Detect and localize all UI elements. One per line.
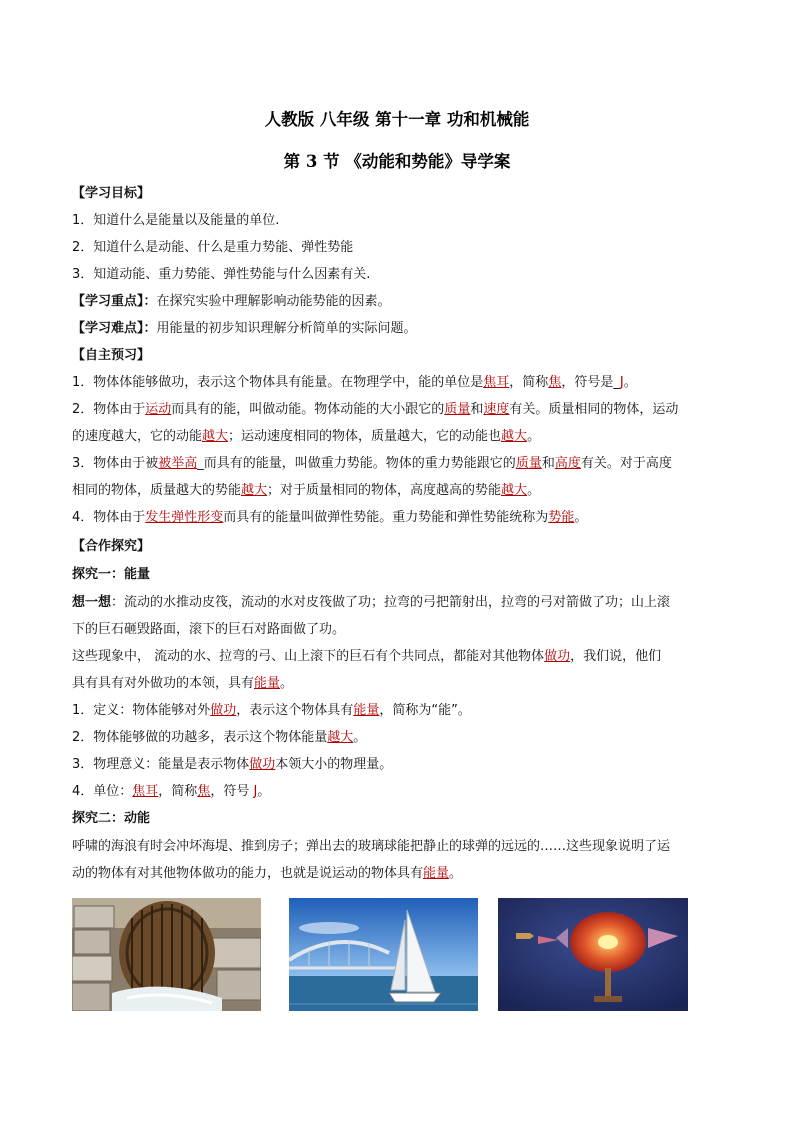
answer-blank: 焦 [548,375,562,390]
answer-blank: 质量 [515,456,542,471]
answer-blank: 做功 [210,703,237,718]
answer-blank: 越大 [501,483,528,498]
text-segment: 和 [470,402,484,417]
answer-blank: 势能 [548,510,575,525]
answer-blank: 越大 [202,429,229,444]
text-segment: 本领大小的物理量。 [275,757,393,772]
text-segment: 。 [449,866,463,881]
text-segment: 1．定义：物体能够对外 [72,703,211,718]
explore-heading: 【合作探究】 [72,539,151,554]
text-segment: 和 [541,456,555,471]
common-line-1 [72,648,732,666]
text-segment: 4．物体由于 [72,510,146,525]
text-segment: ，简称 [158,784,198,799]
text-segment: 相同的物体，质量越大的势能 [72,483,242,498]
text-segment: 3．物理意义：能量是表示物体 [72,757,250,772]
preview-item-2-line-1 [72,401,732,419]
text-segment: 4．单位： [72,784,133,799]
page-subtitle: 第 3 节 《动能和势能》导学案 [283,152,511,171]
bullet-apple-photo [498,898,688,1011]
preview-item-1 [72,374,732,392]
sailboat-bridge-photo [289,898,478,1011]
answer-blank: J [253,784,258,799]
meaning-line [72,756,732,774]
difficulties-text: 用能量的初步知识理解分析简单的实际问题。 [156,321,417,336]
answer-blank: 做功 [249,757,276,772]
text-segment: 1．物体体能够做功，表示这个物体具有能量。在物理学中，能的单位是 [72,375,484,390]
difficulties [72,320,732,338]
text-segment: 这些现象中， 流动的水、拉弯的弓、山上滚下的巨石有个共同点，都能对其他物体 [72,649,545,664]
text-segment: ，符号是_ [561,375,620,390]
key-points-label: 【学习重点】： [72,294,157,309]
text-segment: 2．物体由于 [72,402,146,417]
definition-line [72,702,732,720]
text-segment: ，简称 [509,375,549,390]
text-segment: 具有具有对外做功的本领，具有 [72,676,255,691]
difficulties-label: 【学习难点】： [72,321,157,336]
text-segment: ，符号 [210,784,254,799]
part1-title: 探究一：能量 [72,567,151,582]
text-segment: 3．物体由于被 [72,456,159,471]
objective-item-2: 2．知道什么是动能、什么是重力势能、弹性势能 [72,240,354,255]
text-segment: ；对于质量相同的物体，高度越高的势能 [267,483,502,498]
answer-blank: 焦 [197,784,211,799]
text-segment: ，表示这个物体具有 [236,703,354,718]
page-title: 人教版 八年级 第十一章 功和机械能 [264,110,530,129]
think-line-2: 下的巨石砸毁路面，滚下的巨石对路面做了功。 [72,622,346,637]
text-segment: 有关。对于高度 [580,456,672,471]
think-line-1 [72,594,732,612]
think-label: 想一想 [72,595,112,610]
text-segment: 。 [574,510,588,525]
text-segment: 而具有的能，叫做动能。物体动能的大小跟它的 [171,402,445,417]
text-segment: 动的物体有对其他物体做功的能力，也就是说运动的物体具有 [72,866,424,881]
objective-item-3: 3．知道动能、重力势能、弹性势能与什么因素有关. [72,267,371,282]
answer-blank: 速度 [483,402,510,417]
text-segment: ：流动的水推动皮筏，流动的水对皮筏做了功；拉弯的弓把箭射出，拉弯的弓对箭做了功；山上滚 [111,595,671,610]
text-segment: 2．物体能够做的功越多，表示这个物体能量 [72,730,328,745]
text-segment: ，我们说，他们 [570,649,662,664]
text-segment: 。 [527,483,541,498]
more-work-line [72,729,732,747]
answer-blank: J [619,375,624,390]
preview-item-4 [72,509,732,527]
text-segment: 的速度越大，它的动能 [72,429,203,444]
water-wheel-photo [72,898,261,1011]
text-segment: 。 [527,429,541,444]
answer-blank: 发生弹性形变 [145,510,224,525]
answer-blank: 焦耳 [132,784,159,799]
text-segment: _而具有的能量，叫做重力势能。物体的重力势能跟它的 [197,456,516,471]
answer-blank: 越大 [327,730,354,745]
answer-blank: 越大 [241,483,268,498]
answer-blank: 质量 [444,402,471,417]
preview-item-3-line-1 [72,455,732,473]
text-segment: ，简称为“能”。 [379,703,471,718]
preview-heading: 【自主预习】 [72,348,151,363]
objective-item-1: 1．知道什么是能量以及能量的单位. [72,213,280,228]
answer-blank: 焦耳 [483,375,510,390]
answer-blank: 运动 [145,402,172,417]
answer-blank: 做功 [544,649,571,664]
text-segment: 而具有的能量叫做弹性势能。重力势能和弹性势能统称为 [223,510,549,525]
text-segment: 。 [257,784,271,799]
unit-line [72,783,732,801]
common-line-2 [72,675,732,693]
answer-blank: 高度 [554,456,581,471]
preview-item-3-line-2 [72,482,732,500]
kinetic-line-2 [72,865,732,883]
text-segment: ；运动速度相同的物体，质量越大，它的动能也 [228,429,502,444]
preview-item-2-line-2 [72,428,732,446]
answer-blank: 能量 [353,703,380,718]
answer-blank: 能量 [423,866,450,881]
text-segment: 。 [280,676,294,691]
text-segment: 。 [623,375,637,390]
answer-blank: 越大 [501,429,528,444]
key-points-text: 在探究实验中理解影响动能势能的因素。 [156,294,391,309]
objectives-heading: 【学习目标】 [72,186,151,201]
part2-title: 探究二：动能 [72,811,151,826]
kinetic-line-1: 呼啸的海浪有时会冲坏海堤、推到房子；弹出去的玻璃球能把静止的球弹的远远的……这些现象说明了运 [72,839,671,854]
text-segment: 有关。质量相同的物体，运动 [509,402,679,417]
text-segment: 。 [353,730,367,745]
answer-blank: 被举高 [158,456,198,471]
key-points [72,293,732,311]
answer-blank: 能量 [254,676,281,691]
